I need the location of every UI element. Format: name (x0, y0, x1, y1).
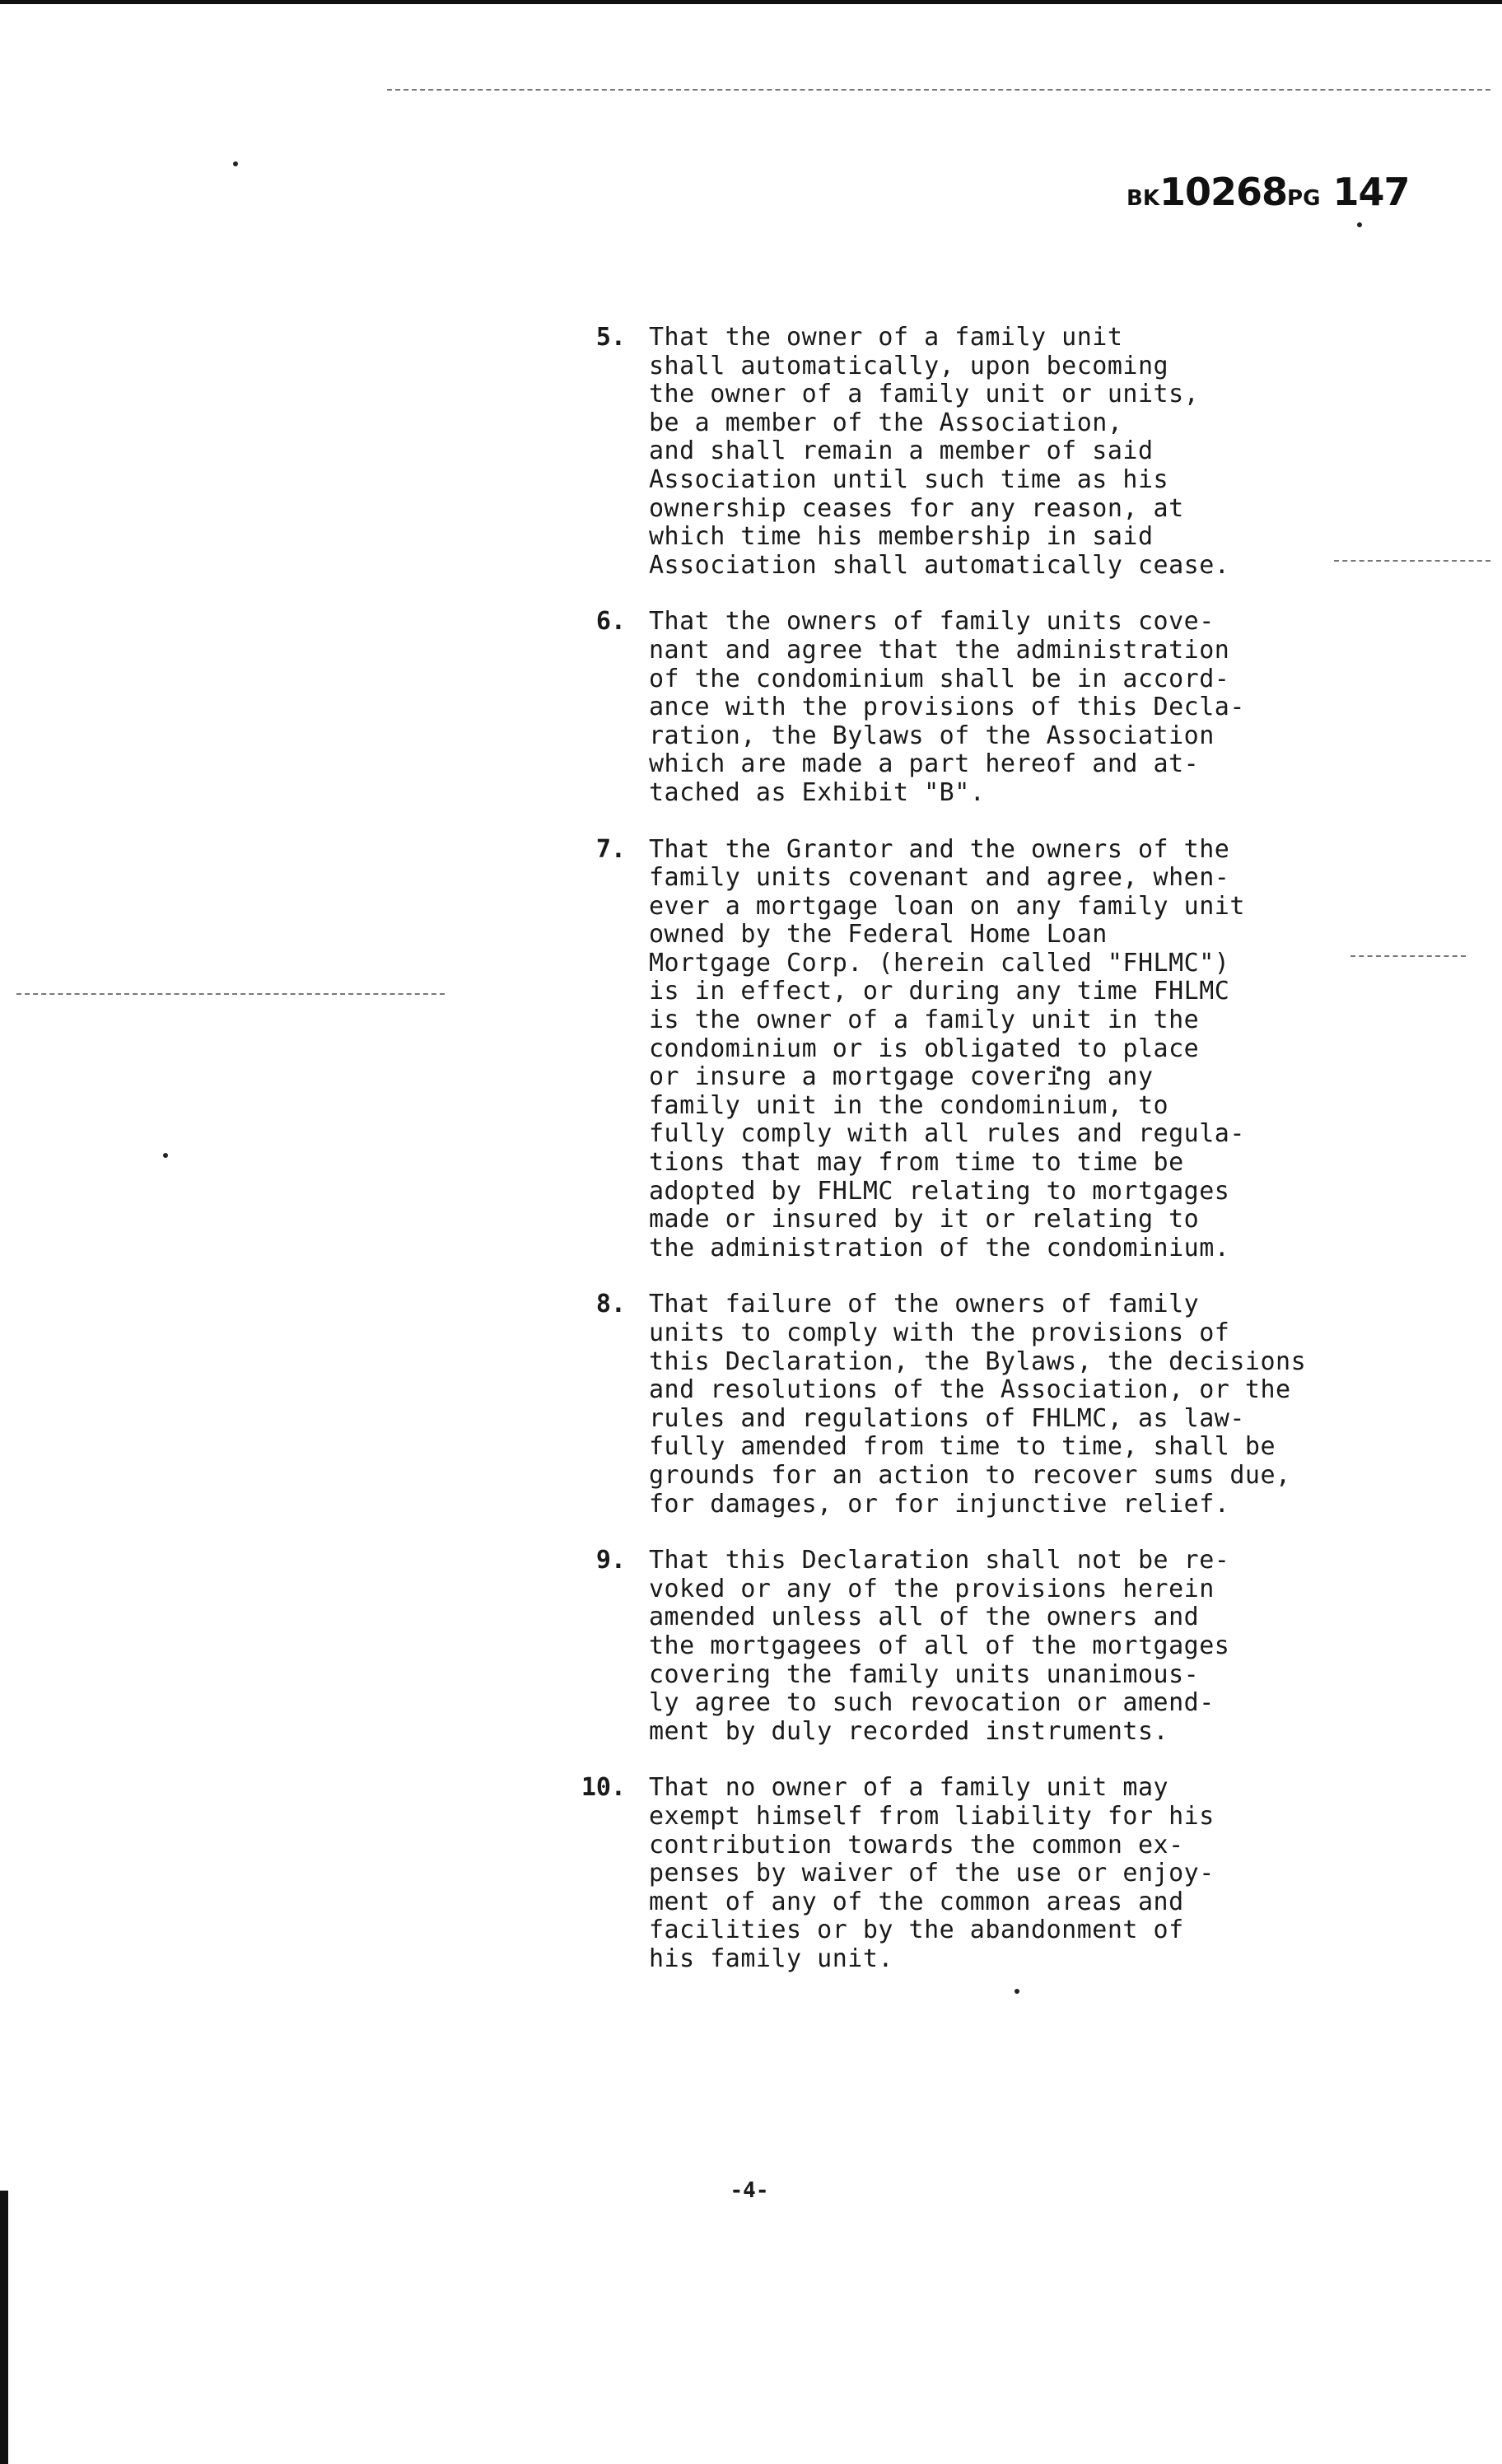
paragraph-line: the mortgagees of all of the mortgages (649, 1631, 1230, 1660)
book-number: 10268 (1159, 170, 1288, 214)
paragraph-line: fully comply with all rules and regula- (649, 1119, 1245, 1149)
paragraph-number: 5. (595, 323, 626, 352)
paragraph-number: 8. (595, 1290, 626, 1319)
paragraph-line: tached as Exhibit "B". (649, 777, 986, 807)
paragraph-9 (563, 1547, 1453, 1746)
paragraph-line: amended unless all of the owners and (649, 1603, 1200, 1632)
paragraph-line: That the Grantor and the owners of the (649, 834, 1230, 864)
scan-top-border (0, 0, 1502, 4)
book-page-reference (1126, 170, 1409, 214)
paragraph-line: penses by waiver of the use or enjoy- (649, 1859, 1215, 1888)
declaration-paragraphs (563, 324, 1453, 2001)
paragraph-line: which are made a part hereof and at- (649, 749, 1200, 779)
paragraph-line: contribution towards the common ex- (649, 1830, 1184, 1860)
page-number: 147 (1332, 170, 1410, 214)
paragraph-line: his family unit. (649, 1944, 893, 1973)
paragraph-line: exempt himself from liability for his (649, 1801, 1215, 1831)
paragraph-line: rules and regulations of FHLMC, as law- (649, 1403, 1245, 1433)
paragraph-number: 6. (595, 607, 626, 637)
paragraph-line: covering the family units unanimous- (649, 1659, 1200, 1689)
paragraph-line: voked or any of the provisions herein (649, 1574, 1215, 1603)
scan-speck (163, 1153, 168, 1158)
paragraph-line: Association until such time as his (649, 464, 1169, 494)
paragraph-line: the administration of the condominium. (649, 1233, 1230, 1262)
paragraph-10 (563, 1774, 1453, 1973)
paragraph-line: or insure a mortgage covering any (649, 1062, 1154, 1092)
paragraph-line: is the owner of a family unit in the (649, 1006, 1200, 1035)
paragraph-number: 7. (595, 834, 626, 864)
paragraph-line: units to comply with the provisions of (649, 1318, 1230, 1347)
paragraph-line: fully amended from time to time, shall be (649, 1432, 1276, 1462)
paragraph-line: adopted by FHLMC relating to mortgages (649, 1176, 1230, 1206)
paragraph-7 (563, 836, 1453, 1263)
paragraph-8 (563, 1290, 1453, 1519)
paragraph-line: shall automatically, upon becoming (649, 351, 1169, 380)
paragraph-line: and resolutions of the Association, or the (649, 1375, 1291, 1405)
paragraph-line: ly agree to such revocation or amend- (649, 1688, 1215, 1718)
paragraph-line: Mortgage Corp. (herein called "FHLMC") (649, 948, 1230, 978)
paragraph-line: for damages, or for injunctive relief. (649, 1489, 1230, 1519)
paragraph-line: nant and agree that the administration (649, 635, 1230, 665)
paragraph-line: tions that may from time to time be (649, 1148, 1184, 1178)
paragraph-line: ever a mortgage loan on any family unit (649, 891, 1245, 921)
paragraph-5 (563, 324, 1453, 580)
paragraph-6 (563, 608, 1453, 807)
paragraph-line: grounds for an action to recover sums due, (649, 1460, 1291, 1490)
paragraph-line: condominium or is obligated to place (649, 1034, 1200, 1063)
scan-speck (1357, 222, 1362, 227)
paragraph-line: made or insured by it or relating to (649, 1205, 1200, 1234)
paragraph-line: Association shall automatically cease. (649, 550, 1230, 580)
paragraph-line: ment by duly recorded instruments. (649, 1716, 1169, 1746)
paragraph-line: ance with the provisions of this Decla- (649, 693, 1245, 722)
paragraph-line: That the owners of family units cove- (649, 607, 1215, 637)
page-prefix: PG (1287, 186, 1321, 211)
paragraph-line: of the condominium shall be in accord- (649, 664, 1230, 693)
paragraph-line: and shall remain a member of said (649, 436, 1154, 466)
paragraph-line: ment of any of the common areas and (649, 1887, 1184, 1916)
paragraph-line: facilities or by the abandonment of (649, 1916, 1184, 1945)
paragraph-line: family units covenant and agree, when- (649, 863, 1230, 893)
scan-left-edge (0, 2191, 8, 2464)
scan-noise-line (16, 993, 445, 995)
paragraph-line: ration, the Bylaws of the Association (649, 721, 1215, 750)
scan-speck (233, 161, 238, 166)
book-prefix: BK (1126, 186, 1159, 211)
paragraph-line: That this Declaration shall not be re- (649, 1546, 1230, 1575)
paragraph-line: ownership ceases for any reason, at (649, 493, 1184, 523)
paragraph-line: owned by the Federal Home Loan (649, 920, 1108, 950)
paragraph-line: That no owner of a family unit may (649, 1773, 1169, 1803)
paragraph-line: is in effect, or during any time FHLMC (649, 977, 1230, 1006)
paragraph-line: the owner of a family unit or units, (649, 380, 1200, 409)
paragraph-number: 9. (595, 1546, 626, 1575)
paragraph-line: be a member of the Association, (649, 408, 1123, 437)
paragraph-line: That failure of the owners of family (649, 1290, 1200, 1319)
paragraph-line: family unit in the condominium, to (649, 1090, 1169, 1120)
paragraph-line: which time his membership in said (649, 522, 1154, 552)
paragraph-number: 10. (581, 1773, 626, 1803)
paragraph-line: this Declaration, the Bylaws, the decisions (649, 1346, 1307, 1376)
page-footer-number: -4- (730, 2178, 769, 2203)
paragraph-line: That the owner of a family unit (649, 323, 1123, 352)
scan-noise-line (387, 89, 1490, 91)
